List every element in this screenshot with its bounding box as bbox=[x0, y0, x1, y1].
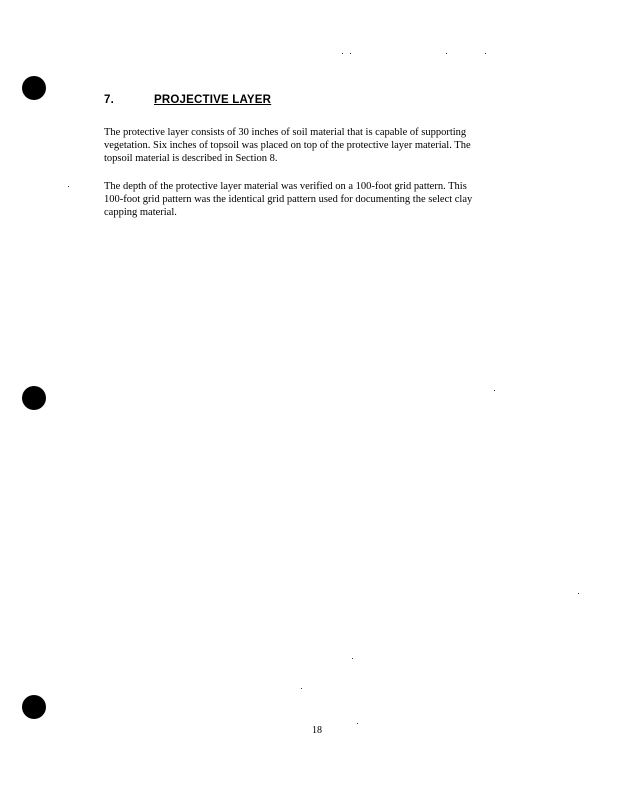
section-number: 7. bbox=[104, 94, 114, 106]
punch-hole-middle bbox=[22, 386, 46, 410]
punch-hole-bottom bbox=[22, 695, 46, 719]
section-heading bbox=[104, 94, 524, 106]
section-title: PROJECTIVE LAYER bbox=[154, 94, 272, 106]
scan-speck bbox=[485, 53, 486, 54]
text-line: 100-foot grid pattern was the identical grid pattern used for documenting the select clay bbox=[104, 194, 473, 206]
punch-hole-top bbox=[22, 76, 46, 100]
text-line: topsoil material is described in Section 8. bbox=[104, 153, 278, 165]
scan-speck bbox=[352, 658, 353, 659]
scan-speck bbox=[446, 53, 447, 54]
text-line: capping material. bbox=[104, 207, 177, 219]
scan-speck bbox=[301, 688, 302, 689]
text-line: The depth of the protective layer material was verified on a 100-foot grid pattern. This bbox=[104, 181, 467, 192]
scan-speck bbox=[494, 390, 495, 391]
paragraph-depth-verification bbox=[104, 180, 534, 220]
scan-speck bbox=[357, 723, 358, 724]
paragraph-protective-layer bbox=[104, 126, 534, 166]
scan-speck bbox=[578, 593, 579, 594]
scan-speck bbox=[68, 186, 69, 187]
scan-speck bbox=[350, 53, 351, 54]
text-line: The protective layer consists of 30 inches of soil material that is capable of supporting bbox=[104, 127, 467, 138]
text-line: vegetation. Six inches of topsoil was placed on top of the protective layer material. The bbox=[104, 140, 471, 152]
scan-speck bbox=[342, 53, 343, 54]
page-number: 18 bbox=[312, 725, 322, 736]
